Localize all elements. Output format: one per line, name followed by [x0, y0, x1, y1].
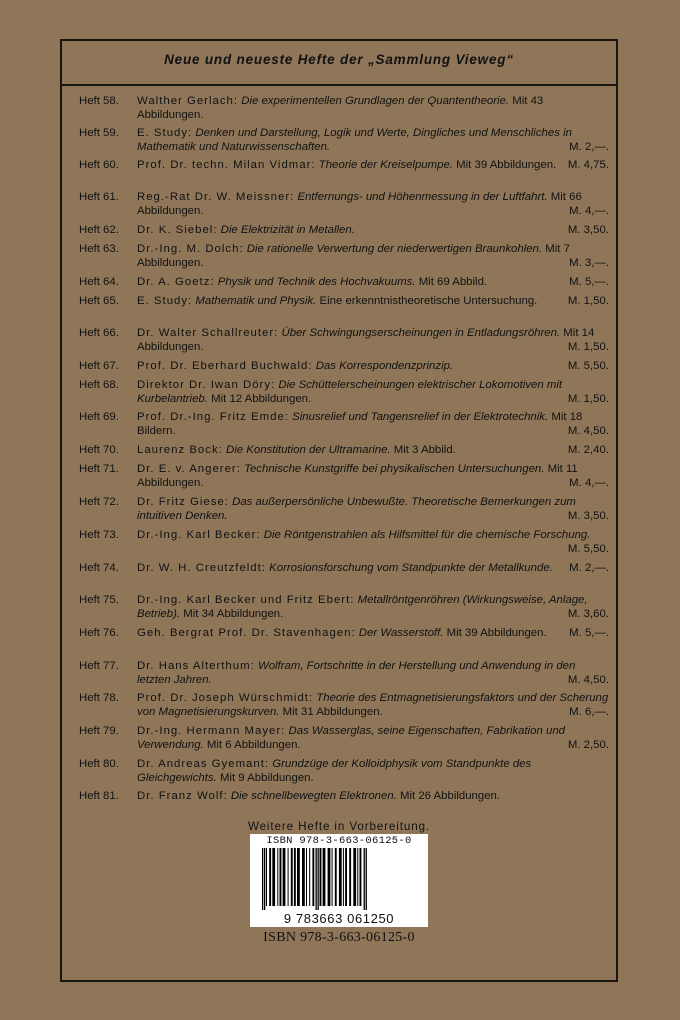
volume-title: Korrosionsforschung vom Standpunkte der Metallkunde.: [269, 562, 553, 574]
volume-note: Mit 3 Abbild.: [393, 444, 456, 456]
barcode-bar: [318, 848, 319, 910]
volume-note: Mit 7 Abbildungen.: [137, 243, 570, 269]
volume-number: Heft 69.: [79, 411, 119, 423]
barcode-bar: [283, 848, 286, 906]
volume-author: E. Study:: [137, 127, 193, 139]
volume-number: Heft 79.: [79, 725, 119, 737]
volume-number: Heft 66.: [79, 327, 119, 339]
volume-title: Über Schwingungserscheinungen in Entladungsröhren.: [281, 327, 561, 339]
barcode-bar: [294, 848, 296, 906]
volume-price: M. 4,75.: [567, 159, 609, 171]
barcode-bar: [328, 848, 331, 906]
volume-price: M. 1,50.: [567, 340, 609, 353]
volume-note: Mit 66 Abbildungen.: [137, 191, 582, 217]
volume-number: Heft 59.: [79, 127, 119, 139]
volume-number: Heft 62.: [79, 224, 119, 236]
barcode-bar: [339, 848, 342, 906]
volume-price: M. 5,—.: [569, 276, 609, 288]
volume-author: Dr.-Ing. Karl Becker und Fritz Ebert:: [137, 594, 355, 606]
volume-title: Physik und Technik des Hochvakuums.: [217, 276, 416, 288]
volume-author: Geh. Bergrat Prof. Dr. Stavenhagen:: [137, 627, 356, 639]
volume-author: Dr. Hans Alterthum:: [137, 660, 255, 672]
volume-title: Wolfram, Fortschritte in der Herstellung und Anwendung in den letzten Jahren.: [137, 660, 576, 686]
volume-author: Dr.-Ing. Hermann Mayer:: [137, 725, 286, 737]
barcode-bar: [291, 848, 293, 906]
volume-number: Heft 67.: [79, 360, 119, 372]
volume-list: [73, 95, 616, 810]
volume-author: Prof. Dr. Joseph Würschmidt:: [137, 692, 314, 704]
volume-title: Das außerpersönliche Unbewußte. Theoretische Bemerkungen zum intuitiven Denken.: [137, 496, 576, 522]
volume-price: M. 6,—.: [569, 705, 609, 718]
barcode-bar: [349, 848, 351, 906]
volume-number: Heft 61.: [79, 191, 119, 203]
volume-price: M. 2,—.: [569, 562, 609, 574]
volume-price: M. 2,—.: [569, 140, 609, 153]
barcode-bar: [345, 848, 347, 906]
volume-number: Heft 68.: [79, 379, 119, 391]
volume-note: Mit 14 Abbildungen.: [137, 327, 595, 353]
volume-number: Heft 63.: [79, 243, 119, 255]
barcode-bar: [312, 848, 314, 906]
volume-title: Die rationelle Verwertung der niederwertigen Braunkohlen.: [246, 243, 543, 255]
volume-note: Mit 12 Abbildungen.: [211, 392, 312, 405]
volume-title: Die experimentellen Grundlagen der Quantentheorie.: [241, 95, 510, 107]
barcode-bar: [353, 848, 356, 906]
barcode-bar: [323, 848, 326, 906]
volume-author: Prof. Dr. Eberhard Buchwald:: [137, 360, 313, 372]
volume-note: Mit 11 Abbildungen.: [137, 463, 578, 489]
barcode-bar: [357, 848, 358, 906]
barcode-bar: [364, 848, 365, 910]
barcode-bar: [316, 848, 317, 910]
volume-title: Das Wasserglas, seine Eigenschaften, Fabrikation und Verwendung.: [137, 725, 565, 751]
volume-author: Dr. Walter Schallreuter:: [137, 327, 279, 339]
isbn-label-top: ISBN 978-3-663-06125-0: [266, 835, 412, 847]
volume-title: Theorie der Kreiselpumpe.: [318, 159, 453, 171]
barcode-bar: [266, 848, 267, 906]
volume-title: Das Korrespondenzprinzip.: [315, 360, 454, 372]
more-volumes-note: Weitere Hefte in Vorbereitung.: [247, 820, 431, 833]
volume-number: Heft 73.: [79, 529, 119, 541]
volume-price: M. 5,50.: [567, 360, 609, 372]
volume-author: Dr. E. v. Angerer:: [137, 463, 241, 475]
volume-author: Prof. Dr. techn. Milan Vidmar:: [137, 159, 316, 171]
volume-number: Heft 77.: [79, 660, 119, 672]
volume-number: Heft 76.: [79, 627, 119, 639]
volume-price: M. 4,50.: [567, 424, 609, 437]
volume-number: Heft 81.: [79, 790, 119, 802]
volume-number: Heft 72.: [79, 496, 119, 508]
volume-number: Heft 58.: [79, 95, 119, 107]
barcode-bar: [269, 848, 271, 906]
volume-note: Mit 18 Bildern.: [137, 411, 583, 437]
volume-title: Theorie des Entmagnetisierungsfaktors und der Scherung von Magnetisierungskurven.: [137, 692, 609, 718]
barcode-bar: [288, 848, 289, 906]
volume-price: M. 4,—.: [569, 476, 609, 489]
volume-number: Heft 71.: [79, 463, 119, 475]
barcode-bar: [262, 848, 263, 910]
series-heading: Neue und neueste Hefte der „Sammlung Vieweg“: [164, 52, 514, 67]
volume-author: Dr. Franz Wolf:: [137, 790, 228, 802]
volume-author: Dr.-Ing. M. Dolch:: [137, 243, 244, 255]
volume-price: M. 3,—.: [569, 256, 609, 269]
volume-note: Mit 31 Abbildungen.: [282, 705, 383, 718]
volume-title: Die Konstitution der Ultramarine.: [226, 444, 391, 456]
barcode-bar: [297, 848, 300, 906]
barcode-bar: [264, 848, 265, 910]
volume-title: Die Röntgenstrahlen als Hilfsmittel für die chemische Forschung.: [263, 529, 591, 541]
volume-number: Heft 70.: [79, 444, 119, 456]
volume-number: Heft 60.: [79, 159, 119, 171]
barcode-bar: [366, 848, 367, 910]
barcode-bar: [309, 848, 310, 906]
volume-price: M. 3,60.: [567, 607, 609, 620]
volume-note: Mit 34 Abbildungen.: [183, 607, 284, 620]
barcode-digits: 9 783663 061250: [283, 911, 395, 926]
volume-author: Dr.-Ing. Karl Becker:: [137, 529, 261, 541]
volume-title: Der Wasserstoff.: [358, 627, 444, 639]
barcode-bar: [343, 848, 344, 906]
volume-price: M. 1,50.: [567, 295, 609, 307]
barcode-bar: [277, 848, 278, 906]
barcode-bar: [272, 848, 275, 906]
volume-number: Heft 78.: [79, 692, 119, 704]
volume-author: Walther Gerlach:: [137, 95, 239, 107]
barcode-bar: [360, 848, 362, 906]
volume-price: M. 4,—.: [569, 204, 609, 217]
volume-author: Dr. Andreas Gyemant:: [137, 758, 270, 770]
volume-price: M. 2,40.: [567, 444, 609, 456]
barcode-bar: [335, 848, 337, 906]
volume-author: Reg.-Rat Dr. W. Meissner:: [137, 191, 295, 203]
volume-note: Mit 9 Abbildungen.: [219, 771, 314, 784]
volume-note: Mit 39 Abbildungen.: [456, 159, 557, 171]
volume-title: Die schnellbewegten Elektronen.: [230, 790, 397, 802]
volume-author: Prof. Dr.-Ing. Fritz Emde:: [137, 411, 289, 423]
isbn-label-bottom: ISBN 978-3-663-06125-0: [263, 930, 415, 945]
volume-note: Mit 26 Abbildungen.: [400, 790, 501, 802]
volume-note: Mit 69 Abbild.: [418, 276, 488, 288]
volume-author: Dr. W. H. Creutzfeldt:: [137, 562, 266, 574]
volume-price: M. 2,50.: [567, 738, 609, 751]
volume-author: Dr. K. Siebel:: [137, 224, 218, 236]
volume-price: M. 3,50.: [567, 509, 609, 522]
volume-price: M. 3,50.: [567, 224, 609, 236]
volume-number: Heft 80.: [79, 758, 119, 770]
volume-title: Die Elektrizität in Metallen.: [220, 224, 355, 236]
volume-author: Dr. Fritz Giese:: [137, 496, 229, 508]
volume-note: Mit 39 Abbildungen.: [446, 627, 547, 639]
volume-note: Mit 43 Abbildungen.: [137, 95, 544, 121]
barcode: [250, 834, 428, 927]
volume-title: Denken und Darstellung, Logik und Werte, Dingliches und Menschliches in Mathematik und Naturwissenschaften.: [137, 127, 572, 153]
volume-number: Heft 65.: [79, 295, 119, 307]
barcode-bar: [332, 848, 333, 906]
volume-price: M. 1,50.: [567, 392, 609, 405]
barcode-bar: [280, 848, 282, 906]
volume-title: Metallröntgenröhren (Wirkungsweise, Anlage, Betrieb).: [137, 594, 588, 620]
volume-title: Grundzüge der Kolloidphysik vom Standpunkte des Gleichgewichts.: [137, 758, 532, 784]
volume-title: Mathematik und Physik.: [195, 295, 317, 307]
volume-price: M. 4,50.: [567, 673, 609, 686]
volume-number: Heft 64.: [79, 276, 119, 288]
volume-number: Heft 74.: [79, 562, 119, 574]
barcode-bars: [260, 848, 418, 910]
volume-title: Technische Kunstgriffe bei physikalischen Untersuchungen.: [244, 463, 545, 475]
volume-note: Mit 6 Abbildungen.: [206, 738, 301, 751]
volume-title: Die Schüttelerscheinungen elektrischer Lokomotiven mit Kurbelantrieb.: [137, 379, 563, 405]
volume-author: Dr. A. Goetz:: [137, 276, 215, 288]
volume-author: E. Study:: [137, 295, 193, 307]
volume-title: Sinusrelief und Tangensrelief in der Elektrotechnik.: [292, 411, 549, 423]
barcode-bar: [302, 848, 305, 906]
volume-price: M. 5,—.: [569, 627, 609, 639]
volume-author: Direktor Dr. Iwan Döry:: [137, 379, 276, 391]
barcode-bar: [320, 848, 322, 906]
volume-title: Entfernungs- und Höhenmessung in der Luftfahrt.: [297, 191, 548, 203]
volume-price: M. 5,50.: [567, 542, 609, 555]
volume-author: Laurenz Bock:: [137, 444, 223, 456]
barcode-bar: [306, 848, 307, 906]
volume-note: Eine erkenntnistheoretische Untersuchung.: [319, 295, 538, 307]
volume-number: Heft 75.: [79, 594, 119, 606]
